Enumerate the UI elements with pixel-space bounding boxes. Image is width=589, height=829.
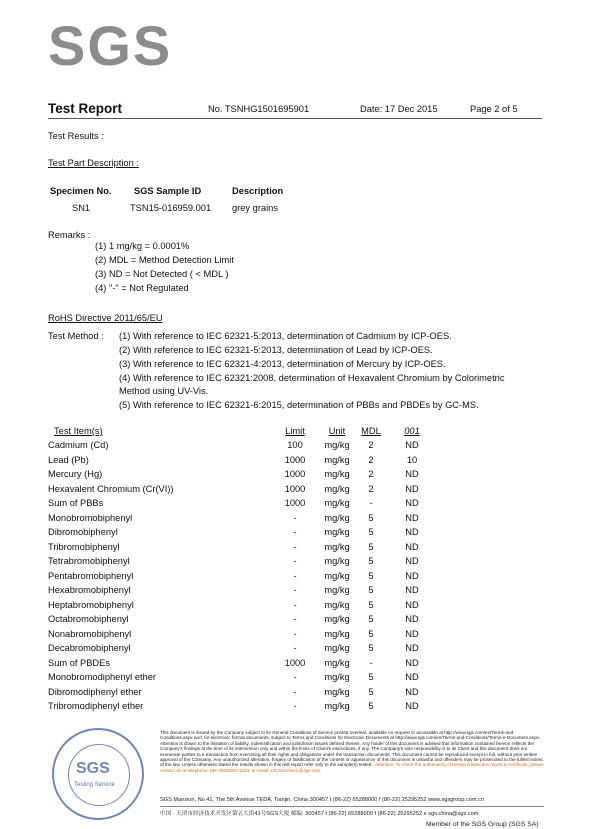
table-row — [48, 527, 542, 542]
table-row — [48, 629, 542, 644]
method-line: (3) With reference to IEC 62321-4:2013, determination of Mercury by ICP-OES. — [119, 359, 446, 369]
test-item: Pentabromobiphenyl — [48, 570, 134, 581]
table-row — [48, 614, 542, 629]
test-item: Hexavalent Chromium (Cr(VI)) — [48, 483, 174, 494]
result-value: ND — [405, 672, 419, 682]
remark-item: (3) ND = Not Detected ( < MDL ) — [95, 269, 229, 279]
mdl-value: 2 — [368, 454, 374, 465]
unit-value: mg/kg — [324, 585, 350, 595]
table-row — [48, 513, 542, 528]
mdl-value: 5 — [368, 599, 374, 610]
test-item: Sum of PBDEs — [48, 657, 111, 668]
method-line: Method using UV-Vis. — [119, 386, 209, 396]
unit-value: mg/kg — [324, 541, 350, 552]
limit-value: - — [293, 585, 297, 595]
test-item: Monobromobiphenyl — [48, 512, 133, 523]
table-row — [48, 440, 542, 455]
mdl-value: 5 — [368, 541, 374, 552]
mdl-value: 5 — [368, 527, 374, 537]
header-limit: Limit — [285, 426, 305, 436]
address-english: SGS Mansion, No.41, The 5th Avenue TEDA, Tianjin, China 300457 t (86-22) 65288000 f (86-22) 25295252 www.sgsgroup.com.cn — [160, 797, 485, 803]
test-item: Nonabromobiphenyl — [48, 628, 132, 639]
report-date: Date: 17 Dec 2015 — [360, 104, 438, 114]
sample-id-header: SGS Sample ID — [134, 186, 202, 196]
mdl-value: 5 — [368, 556, 374, 566]
table-row — [48, 469, 542, 484]
mdl-value: 5 — [368, 628, 374, 639]
unit-value: mg/kg — [324, 454, 350, 465]
table-row — [48, 498, 542, 513]
method-line: (5) With reference to IEC 62321-6:2015, determination of PBBs and PBDEs by GC-MS. — [119, 400, 479, 410]
sample-id: TSN15-016959.001 — [130, 203, 212, 213]
header-sample-001: 001 — [404, 426, 420, 436]
limit-value: 100 — [287, 440, 303, 450]
unit-value: mg/kg — [324, 686, 350, 697]
specimen-no-header: Specimen No. — [50, 186, 112, 196]
result-value: ND — [405, 556, 419, 566]
table-row — [48, 585, 542, 600]
unit-value: mg/kg — [324, 657, 350, 668]
remark-item: (1) 1 mg/kg = 0.0001% — [95, 241, 190, 251]
mdl-value: - — [369, 657, 373, 668]
report-number: No. TSNHG1501695901 — [208, 104, 310, 114]
directive-heading: RoHS Directive 2011/65/EU — [48, 313, 163, 323]
header-rule — [48, 118, 542, 119]
limit-value: - — [293, 570, 297, 581]
authenticity-notice: Attention: To check the authenticity of testing /inspection report & certificate, please contact us at telephone: (86-755)8307 1443, or email: CN.Doccheck@sgs.com — [160, 762, 544, 773]
unit-value: mg/kg — [324, 469, 350, 479]
part-description-label: Test Part Description : — [48, 158, 139, 168]
result-value: ND — [405, 686, 419, 697]
table-row — [48, 701, 542, 716]
method-line: (4) With reference to IEC 62321:2008, determination of Hexavalent Chromium by Colorimetric — [119, 373, 505, 383]
result-value: ND — [405, 628, 419, 639]
sgs-logo — [48, 14, 173, 77]
limit-value: - — [293, 643, 297, 653]
unit-value: mg/kg — [324, 440, 350, 450]
limit-value: - — [293, 614, 297, 624]
mdl-value: 2 — [368, 469, 374, 479]
remark-item: (2) MDL = Method Detection Limit — [95, 255, 234, 265]
method-line: (2) With reference to IEC 62321-5:2013, determination of Lead by ICP-OES. — [119, 345, 433, 355]
mdl-value: 2 — [368, 440, 374, 450]
specimen-no: SN1 — [72, 203, 91, 213]
result-value: ND — [405, 541, 419, 552]
header-test-items: Test Item(s) — [54, 426, 103, 436]
limit-value: 1000 — [284, 483, 306, 494]
table-row — [48, 658, 542, 673]
limit-value: - — [293, 556, 297, 566]
test-item: Tetrabromobiphenyl — [48, 556, 130, 566]
table-row — [48, 643, 542, 658]
footer-rule — [160, 806, 544, 807]
description: grey grains — [232, 203, 278, 213]
table-row — [48, 672, 542, 687]
unit-value: mg/kg — [324, 570, 350, 581]
test-item: Cadmium (Cd) — [48, 440, 109, 450]
sgs-stamp — [52, 728, 144, 820]
test-results-label: Test Results : — [48, 131, 104, 141]
mdl-value: 5 — [368, 585, 374, 595]
limit-value: - — [293, 628, 297, 639]
result-value: 10 — [406, 454, 418, 465]
table-row — [48, 687, 542, 702]
result-value: ND — [405, 614, 419, 624]
mdl-value: 5 — [368, 643, 374, 653]
unit-value: mg/kg — [324, 483, 350, 494]
result-value: ND — [405, 701, 419, 711]
mdl-value: 2 — [368, 483, 374, 494]
sgs-logo-text: SGS — [48, 14, 173, 77]
result-value: ND — [405, 599, 419, 610]
results-table-header — [48, 426, 542, 438]
mdl-value: 5 — [368, 614, 374, 624]
unit-value: mg/kg — [324, 512, 350, 523]
table-row — [48, 600, 542, 615]
limit-value: - — [293, 599, 297, 610]
unit-value: mg/kg — [324, 527, 350, 537]
result-value: ND — [405, 585, 419, 595]
mdl-value: 5 — [368, 686, 374, 697]
limit-value: 1000 — [284, 454, 306, 465]
table-row — [48, 556, 542, 571]
limit-value: - — [293, 512, 297, 523]
limit-value: - — [293, 701, 297, 711]
test-item: Sum of PBBs — [48, 498, 104, 508]
result-value: ND — [405, 512, 419, 523]
unit-value: mg/kg — [324, 672, 350, 682]
limit-value: - — [293, 672, 297, 682]
test-item: Lead (Pb) — [48, 454, 89, 465]
limit-value: - — [293, 541, 297, 552]
result-value: ND — [405, 570, 419, 581]
mdl-value: - — [369, 498, 373, 508]
mdl-value: 5 — [368, 512, 374, 523]
stamp-logo: SGS — [76, 760, 110, 777]
header-unit: Unit — [328, 426, 346, 436]
limit-value: 1000 — [284, 498, 306, 508]
unit-value: mg/kg — [324, 556, 350, 566]
legal-text: This document is issued by the Company subject to its General Conditions of Service printed overleaf, available on request or accessible at http://www.sgs.com/en/Terms-and-Conditions.aspx and, for electronic format documents, subject to Terms and Conditions for Electronic Documents at http://www.sgs.com/en/Terms-and-Conditions/Terms-e-Document.aspx. Attention is drawn to the limitation of liability, indemnification and jurisdiction issues defined therein. Any holder of this document is advised that information contained hereon reflects the Company's findings at the time of its intervention only and within the limits of Client's instructions, if any. The Company's sole responsibility is to its Client and this document does not exonerate parties to a transaction from exercising all their rights and obligations under the transaction documents. This document cannot be reproduced except in full, without prior written approval of the Company. Any unauthorized alteration, forgery or falsification of the content or appearance of this document is unlawful and offenders may be prosecuted to the fullest extent of the law. Unless otherwise stated the results shown in this test report refer only to the sample(s) tested . — [160, 730, 543, 768]
result-value: ND — [405, 469, 419, 479]
limit-value: 1000 — [284, 469, 306, 479]
test-item: Decabromobiphenyl — [48, 643, 131, 653]
test-item: Mercury (Hg) — [48, 469, 103, 479]
header-mdl: MDL — [361, 426, 381, 436]
limit-value: - — [293, 527, 297, 537]
test-item: Octabromobiphenyl — [48, 614, 129, 624]
test-item: Heptabromobiphenyl — [48, 599, 134, 610]
test-item: Tribromodiphenyl ether — [48, 701, 144, 711]
stamp-subtitle: Testing Service — [74, 782, 115, 788]
page-number: Page 2 of 5 — [470, 104, 518, 114]
test-item: Hexabromobiphenyl — [48, 585, 131, 595]
result-value: ND — [405, 498, 419, 508]
test-method-label: Test Method : — [48, 331, 104, 341]
mdl-value: 5 — [368, 570, 374, 581]
result-value: ND — [405, 440, 419, 450]
report-title: Test Report — [48, 101, 123, 116]
unit-value: mg/kg — [324, 599, 350, 610]
table-row — [48, 484, 542, 499]
result-value: ND — [405, 483, 419, 494]
remark-item: (4) "-" = Not Regulated — [95, 283, 189, 293]
address-chinese: 中国 · 天津市经济技术开发区第五大街41号SGS大厦 邮编: 300457 t (86-22) 65288000 f (86-22) 25295252 e sgs.china@sgs.com — [160, 811, 479, 817]
test-item: Dibromodiphenyl ether — [48, 686, 142, 697]
result-value: ND — [405, 527, 419, 537]
limit-value: 1000 — [284, 657, 306, 668]
test-item: Tribromobiphenyl — [48, 541, 120, 552]
unit-value: mg/kg — [324, 628, 350, 639]
test-item: Dibromobiphenyl — [48, 527, 118, 537]
member-notice: Member of the SGS Group (SGS SA) — [426, 821, 539, 828]
result-value: ND — [405, 657, 419, 668]
unit-value: mg/kg — [324, 498, 350, 508]
description-header: Description — [232, 186, 284, 196]
unit-value: mg/kg — [324, 643, 350, 653]
test-item: Monobromodiphenyl ether — [48, 672, 157, 682]
table-row — [48, 455, 542, 470]
method-line: (1) With reference to IEC 62321-5:2013, determination of Cadmium by ICP-OES. — [119, 331, 452, 341]
remarks-label: Remarks : — [48, 230, 91, 240]
results-table-body — [48, 440, 542, 716]
result-value: ND — [405, 643, 419, 653]
legal-disclaimer — [160, 730, 544, 773]
mdl-value: 5 — [368, 672, 374, 682]
limit-value: - — [293, 686, 297, 697]
unit-value: mg/kg — [324, 614, 350, 624]
table-row — [48, 571, 542, 586]
table-row — [48, 542, 542, 557]
unit-value: mg/kg — [324, 701, 350, 711]
mdl-value: 5 — [368, 701, 374, 711]
